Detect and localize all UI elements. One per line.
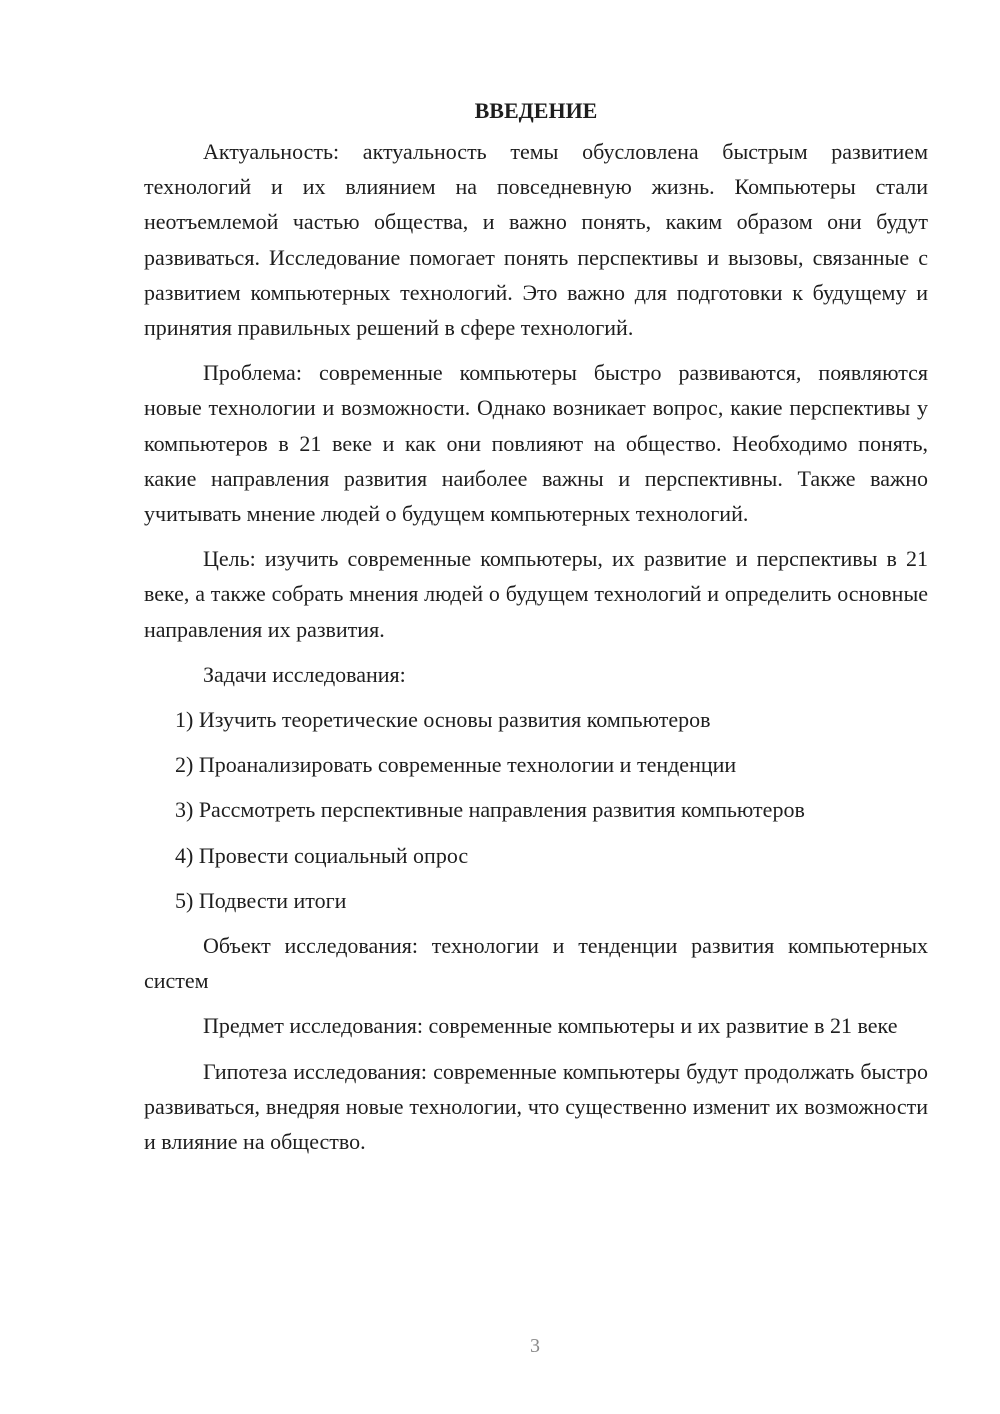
object-paragraph: Объект исследования: технологии и тенденции развития компьютерных систем [144, 933, 928, 994]
subject-paragraph: Предмет исследования: современные компьютеры и их развитие в 21 веке [203, 1013, 898, 1039]
tasks-list [144, 702, 928, 918]
task-item: 1) Изучить теоретические основы развития компьютеров [175, 707, 711, 733]
hypothesis-paragraph: Гипотеза исследования: современные компьютеры будут продолжать быстро развиваться, внедряя новые технологии, что существенно изменит их возможности и влияние на общество. [144, 1058, 928, 1155]
problem-paragraph: Проблема: современные компьютеры быстро развиваются, появляются новые технологии и возможности. Однако возникает вопрос, какие перспективы у компьютеров в 21 веке и как они повлияют на общество. Необходимо понять, какие направления развития наиболее важны и перспективны. Также важно учитывать мнение людей о будущем компьютерных технологий. [144, 360, 928, 527]
relevance-paragraph: Актуальность: актуальность темы обусловлена быстрым развитием технологий и их влиянием на повседневную жизнь. Компьютеры стали неотъемлемой частью общества, и важно понять, каким образом они будут развиваться. Исследование помогает понять перспективы и вызовы, связанные с развитием компьютерных технологий. Это важно для подготовки к будущему и принятия правильных решений в сфере технологий. [144, 139, 928, 341]
task-item: 4) Провести социальный опрос [175, 842, 469, 868]
goal-paragraph: Цель: изучить современные компьютеры, их развитие и перспективы в 21 веке, а также собрать мнения людей о будущем технологий и определить основные направления их развития. [144, 546, 928, 642]
tasks-heading: Задачи исследования: [203, 661, 406, 687]
page-content [144, 94, 928, 1169]
page-number: 3 [530, 1335, 540, 1357]
task-item: 3) Рассмотреть перспективные направления развития компьютеров [175, 797, 805, 823]
task-item: 5) Подвести итоги [175, 887, 347, 913]
task-item: 2) Проанализировать современные технологии и тенденции [175, 752, 737, 778]
page-title: ВВЕДЕНИЕ [474, 98, 598, 123]
